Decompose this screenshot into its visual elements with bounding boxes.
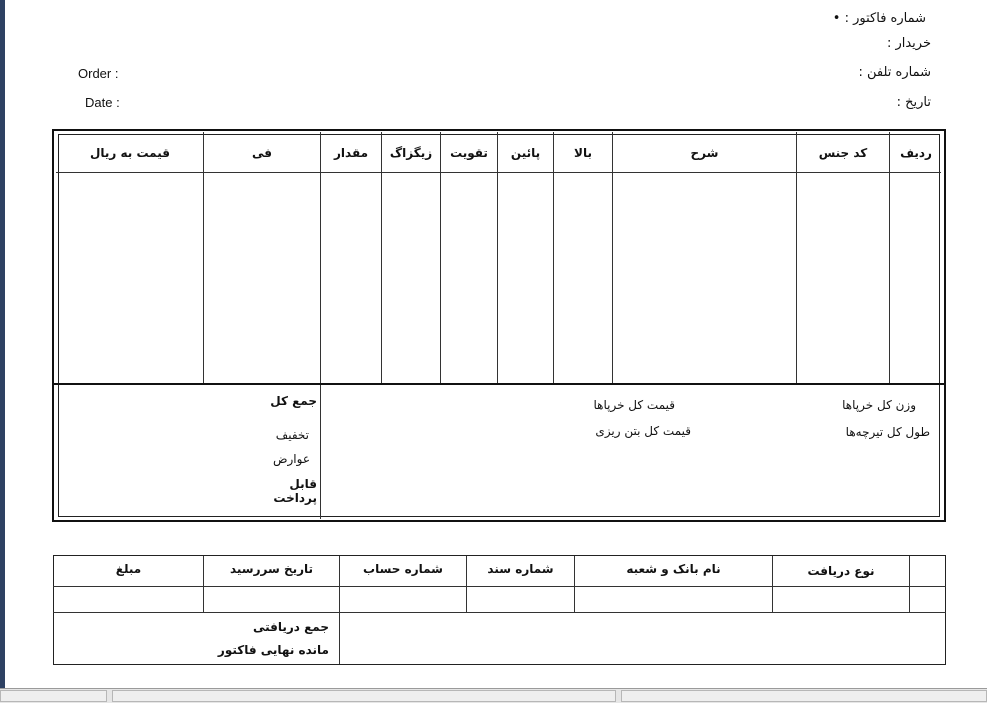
invoice-number-row <box>833 11 926 26</box>
items-table-inner <box>58 134 940 517</box>
buyer-label: خریدار : <box>886 36 931 51</box>
pay-col-type: نوع دریافت <box>807 564 875 578</box>
items-header-divider <box>56 172 941 173</box>
date-label: Date : <box>85 95 120 110</box>
discount-label: تخفیف <box>275 428 309 442</box>
col-sep <box>889 132 890 383</box>
final-balance-label: مانده نهایی فاکتور <box>217 643 329 657</box>
total-length-label: طول کل تیرچه‌ها <box>845 425 930 439</box>
col-header-code: کد جنس <box>818 146 868 160</box>
status-bar-cell <box>112 690 616 702</box>
col-header-total-rial: قیمت به ریال <box>90 146 170 160</box>
status-bar-cell <box>0 690 107 702</box>
col-header-zigzag: زیگزاگ <box>389 146 433 160</box>
col-header-row: ردیف <box>900 146 932 160</box>
pay-col-sep <box>909 556 910 612</box>
window-left-border <box>0 0 5 688</box>
date-fa-label: تاریخ : <box>896 95 931 110</box>
totals-sep <box>320 385 321 519</box>
col-header-description: شرح <box>690 146 719 160</box>
items-totals-divider <box>52 383 946 385</box>
pay-col-amount: مبلغ <box>115 562 142 576</box>
col-sep <box>320 132 321 383</box>
col-header-reinforcement: تقویت <box>450 146 488 160</box>
col-header-unit-price: فی <box>252 146 272 160</box>
grand-total-label: جمع کل <box>270 394 317 408</box>
total-weight-label: وزن کل خرپاها <box>842 398 916 412</box>
col-sep <box>553 132 554 383</box>
col-sep <box>497 132 498 383</box>
col-header-quantity: مقدار <box>333 146 369 160</box>
pay-row-sep <box>53 612 946 613</box>
col-sep <box>440 132 441 383</box>
charges-label: عوارض <box>273 452 310 466</box>
items-table <box>52 129 946 522</box>
col-header-top: بالا <box>574 146 592 160</box>
status-bar <box>0 688 987 703</box>
pay-col-due-date: تاریخ سررسید <box>229 562 314 576</box>
total-price-concrete-label: قیمت کل بتن ریزی <box>595 424 691 438</box>
total-received-label: جمع دریافتی <box>252 620 329 634</box>
order-label: Order : <box>78 66 119 81</box>
pay-col-account: شماره حساب <box>363 562 443 576</box>
status-bar-cell <box>621 690 987 702</box>
col-sep <box>381 132 382 383</box>
payable-label: قابل پرداخت <box>273 477 317 505</box>
pay-col-doc-number: شماره سند <box>487 562 554 576</box>
invoice-number-value: • <box>832 11 841 26</box>
total-price-trusses-label: قیمت کل خرپاها <box>593 398 675 412</box>
pay-col-bank: نام بانک و شعبه <box>626 562 721 576</box>
col-sep <box>612 132 613 383</box>
col-sep <box>203 132 204 383</box>
phone-label: شماره تلفن : <box>858 65 931 80</box>
col-header-bottom: پائین <box>510 146 541 160</box>
col-sep <box>796 132 797 383</box>
invoice-number-label: شماره فاکتور : <box>844 11 926 26</box>
pay-row-sep <box>53 586 946 587</box>
